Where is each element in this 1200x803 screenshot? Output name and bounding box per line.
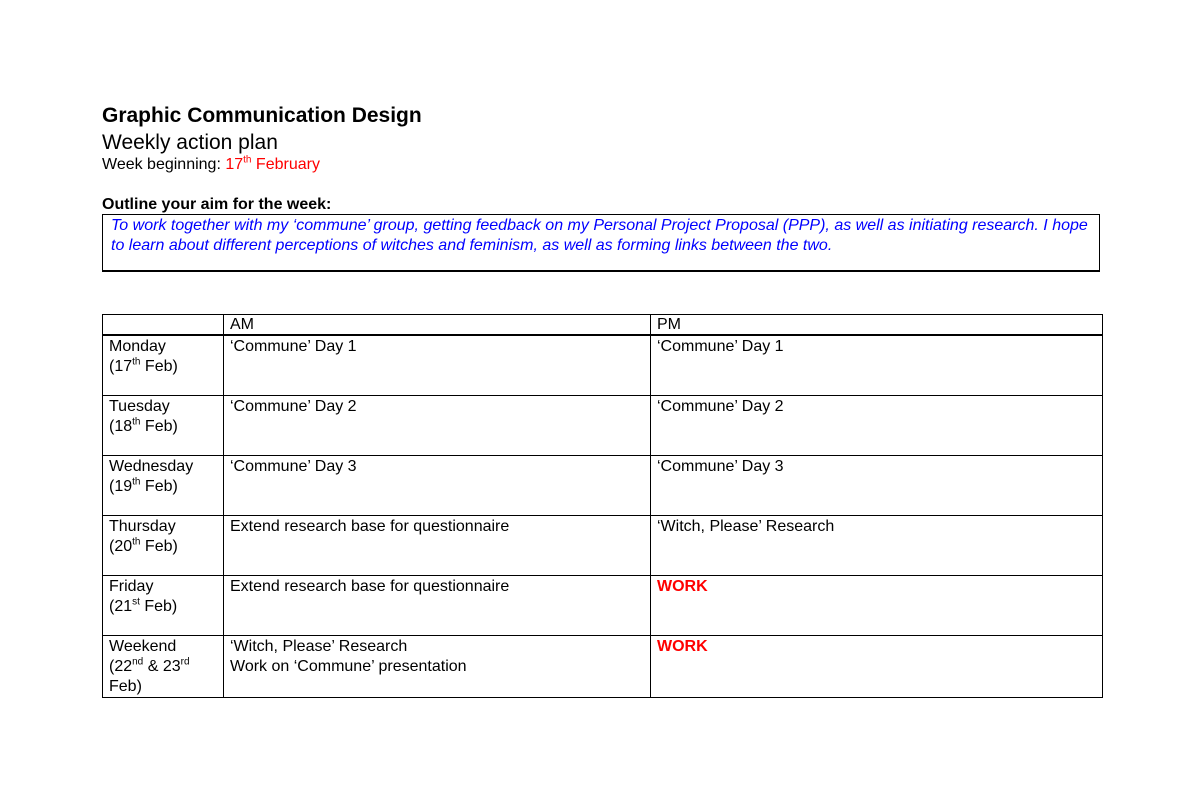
pm-cell: [651, 335, 1103, 396]
am-task: Extend research base for questionnaire: [230, 518, 510, 535]
date-suffix: nd: [132, 656, 144, 668]
week-date: [225, 156, 320, 173]
pm-cell: [651, 456, 1103, 516]
day-date: [109, 477, 217, 497]
weekly-plan-table: [102, 314, 1103, 698]
table-row: [103, 636, 1103, 698]
date-suffix: st: [132, 596, 140, 608]
day-date: [109, 357, 217, 377]
day-name: Friday: [109, 578, 154, 595]
header-am: AM: [224, 315, 651, 336]
date-month: Feb): [140, 538, 178, 555]
day-date: [109, 537, 217, 557]
day-name: Weekend: [109, 638, 177, 655]
header-pm: PM: [651, 315, 1103, 336]
page-subtitle: Weekly action plan: [102, 131, 278, 154]
date-month: Feb): [140, 418, 178, 435]
pm-cell: [651, 516, 1103, 576]
date-suffix: th: [132, 536, 141, 548]
pm-cell: [651, 396, 1103, 456]
date-suffix-2: rd: [180, 656, 190, 668]
header-empty-cell: [103, 315, 224, 336]
pm-cell: [651, 576, 1103, 636]
table-header-row: [103, 315, 1103, 336]
pm-task: ‘Commune’ Day 3: [657, 458, 784, 475]
day-date-month: Feb): [109, 678, 142, 695]
am-cell: [224, 456, 651, 516]
day-name: Thursday: [109, 518, 176, 535]
date-number: (17: [109, 358, 133, 375]
am-task: ‘Commune’ Day 3: [230, 458, 357, 475]
pm-task: ‘Witch, Please’ Research: [657, 518, 835, 535]
am-task: ‘Commune’ Day 2: [230, 398, 357, 415]
am-cell: [224, 335, 651, 396]
am-task: Extend research base for questionnaire: [230, 578, 510, 595]
day-name: Wednesday: [109, 458, 194, 475]
day-cell: [103, 396, 224, 456]
table-row: [103, 335, 1103, 396]
day-name: Monday: [109, 338, 166, 355]
week-beginning: [102, 156, 320, 174]
day-date: [109, 657, 217, 677]
date-month: Feb): [139, 598, 178, 615]
aim-text-box: To work together with my ‘commune’ group, getting feedback on my Personal Project Proposal (PPP), as well as initiating research. I hope to learn about different perceptions of witches and feminism, as well as forming links between the two.: [102, 214, 1100, 272]
am-task: ‘Witch, Please’ Research: [230, 638, 408, 655]
week-day: 17: [225, 156, 244, 173]
pm-task: ‘Commune’ Day 1: [657, 338, 784, 355]
am-cell: [224, 636, 651, 698]
date-suffix: th: [132, 416, 141, 428]
pm-cell: [651, 636, 1103, 698]
week-month: February: [251, 156, 320, 173]
date-number: (21: [109, 598, 133, 615]
day-cell: [103, 456, 224, 516]
am-task-2: Work on ‘Commune’ presentation: [230, 658, 467, 675]
day-cell: [103, 516, 224, 576]
am-cell: [224, 576, 651, 636]
day-cell: [103, 335, 224, 396]
am-cell: [224, 516, 651, 576]
day-date: [109, 417, 217, 437]
table-row: [103, 516, 1103, 576]
table-row: [103, 576, 1103, 636]
date-number: (22: [109, 658, 133, 675]
table-row: [103, 396, 1103, 456]
aim-label: Outline your aim for the week:: [102, 196, 332, 213]
week-day-suffix: th: [243, 154, 252, 166]
date-number-2: & 23: [143, 658, 181, 675]
am-cell: [224, 396, 651, 456]
date-month: Feb): [140, 478, 178, 495]
date-number: (19: [109, 478, 133, 495]
day-cell: [103, 636, 224, 698]
date-suffix: th: [132, 356, 141, 368]
date-suffix: th: [132, 476, 141, 488]
week-label: Week beginning:: [102, 156, 226, 173]
day-name: Tuesday: [109, 398, 170, 415]
pm-work-label: WORK: [657, 578, 708, 595]
day-date: [109, 597, 217, 617]
date-month: Feb): [140, 358, 178, 375]
am-task: ‘Commune’ Day 1: [230, 338, 357, 355]
pm-task: ‘Commune’ Day 2: [657, 398, 784, 415]
pm-work-label: WORK: [657, 638, 708, 655]
date-number: (18: [109, 418, 133, 435]
day-cell: [103, 576, 224, 636]
table-row: [103, 456, 1103, 516]
page-title: Graphic Communication Design: [102, 104, 422, 127]
date-number: (20: [109, 538, 133, 555]
